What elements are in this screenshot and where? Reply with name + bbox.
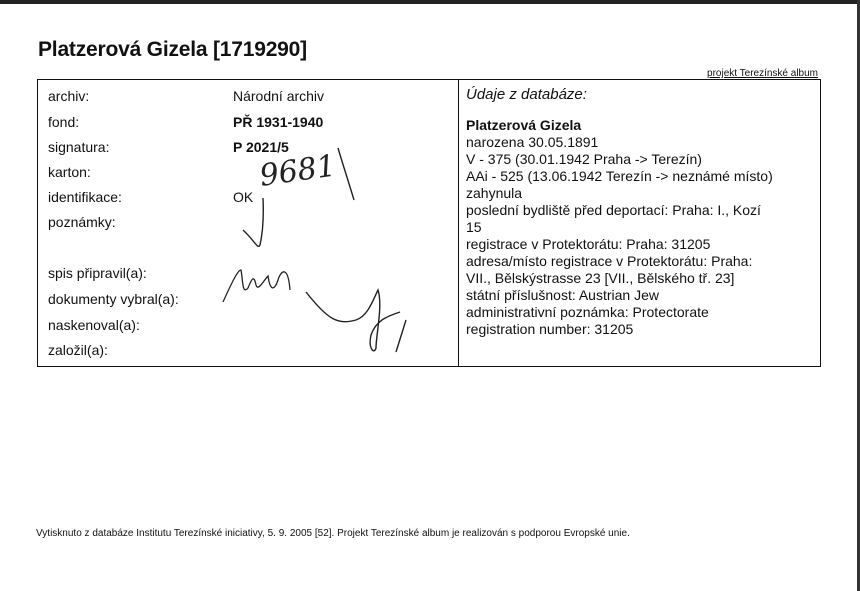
record-card (37, 79, 821, 367)
label-poznamky: poznámky: (48, 214, 116, 230)
label-naskenoval: naskenoval(a): (48, 317, 140, 333)
label-fond: fond: (48, 114, 80, 130)
page-title: Platzerová Gizela [1719290] (38, 38, 307, 61)
detail-line: administrativní poznámka: Protectorate (466, 304, 709, 320)
project-label: projekt Terezínské album (707, 68, 818, 79)
signature-2 (306, 290, 406, 352)
label-karton: karton: (48, 164, 91, 180)
detail-line: VII., Bělskýstrasse 23 [VII., Bělského tř. 23] (466, 270, 735, 286)
value-fond: PŘ 1931-1940 (233, 114, 324, 130)
label-signatura: signatura: (48, 139, 110, 155)
value-identifikace: OK (233, 189, 254, 205)
person-name: Platzerová Gizela (466, 117, 582, 133)
label-zalozil: založil(a): (48, 342, 108, 358)
label-identifikace: identifikace: (48, 189, 122, 205)
detail-line: registration number: 31205 (466, 321, 634, 337)
label-archiv: archiv: (48, 88, 90, 104)
footer-note: Vytisknuto z databáze Institutu Terezínské iniciativy, 5. 9. 2005 [52]. Projekt Terezínské album je realizován s podporou Evropské unie. (36, 528, 630, 539)
signature (223, 270, 290, 302)
detail-line: státní příslušnost: Austrian Jew (466, 287, 659, 303)
value-archiv: Národní archiv (233, 88, 325, 104)
value-signatura: P 2021/5 (233, 139, 289, 155)
database-details (466, 86, 816, 338)
label-dokumenty-vybral: dokumenty vybral(a): (48, 291, 179, 307)
detail-line: adresa/místo registrace v Protektorátu: Praha: (466, 253, 753, 269)
check-mark (243, 198, 263, 246)
database-heading: Údaje z databáze: (466, 86, 587, 103)
detail-line: AAi - 525 (13.06.1942 Terezín -> neznámé místo) (466, 168, 773, 184)
detail-line: 15 (466, 219, 482, 235)
handwritten-stroke (338, 148, 354, 200)
detail-line: registrace v Protektorátu: Praha: 31205 (466, 236, 711, 252)
detail-line: narozena 30.05.1891 (466, 134, 599, 150)
top-border (0, 0, 860, 4)
handwritten-karton: 9681 (257, 148, 338, 194)
handwritten-marks (38, 80, 458, 368)
detail-line: zahynula (466, 185, 523, 201)
detail-line: poslední bydliště před deportací: Praha: I., Kozí (466, 202, 761, 218)
column-divider (458, 80, 459, 366)
label-spis-pripravil: spis připravil(a): (48, 265, 147, 281)
detail-line: V - 375 (30.01.1942 Praha -> Terezín) (466, 151, 702, 167)
